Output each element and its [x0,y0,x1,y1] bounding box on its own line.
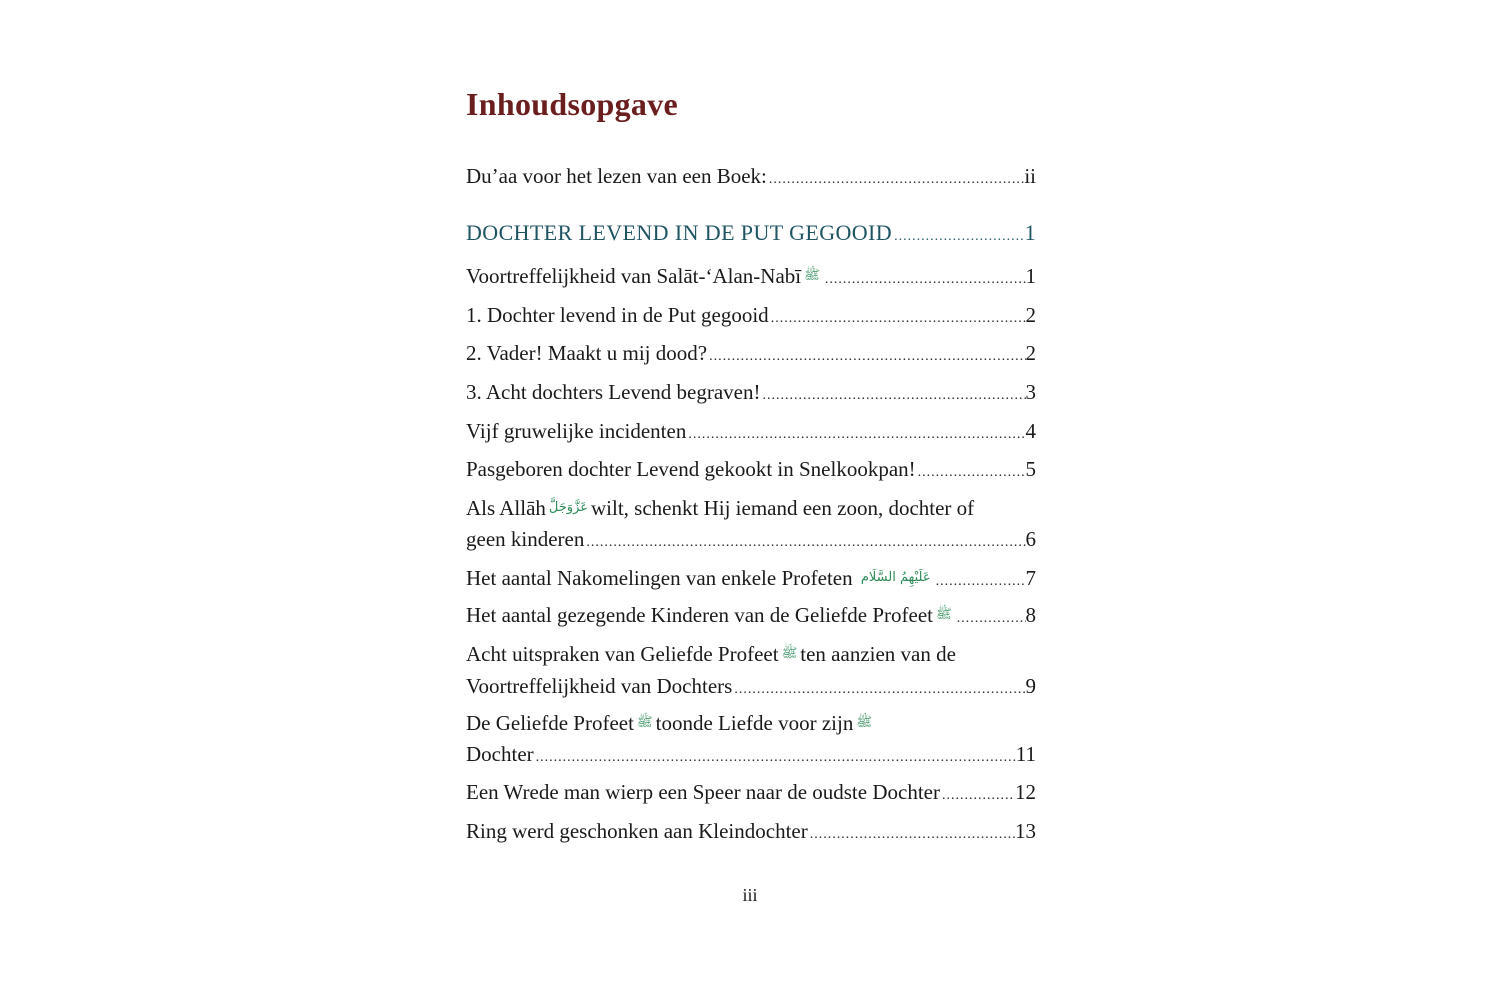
chapter-title: DOCHTER LEVEND IN DE PUT GEGOOID [466,220,893,245]
dot-leader [732,678,1025,702]
toc-entry-line: Acht uitspraken van Geliefde Profeet ﷺ ten aanzien van de [466,642,956,666]
honorific-alayhim-salam-icon: عَلَيْهِمُ السَّلَام [860,570,931,585]
toc-page-number: 6 [1025,527,1036,551]
dot-leader [767,168,1024,192]
dot-leader [892,225,1025,249]
toc-page-number: ii [1024,164,1036,188]
toc-entry-6[interactable] [466,457,1036,485]
toc-entry-label: Het aantal gezegende Kinderen van de Geliefde Profeet ﷺ [466,603,955,627]
toc-entry-label: Vijf gruwelijke incidenten [466,419,687,443]
toc-entry-12[interactable] [466,780,1036,808]
toc-entry-8[interactable] [466,566,1036,594]
dot-leader [955,607,1026,631]
toc-chapter-heading[interactable] [466,221,1036,249]
toc-entry-1[interactable] [466,264,1036,292]
toc-entry-line: Als Allāh عَزَّوَجَلَّ wilt, schenkt Hij iemand een zoon, dochter of [466,496,975,520]
toc-page-number: 8 [1025,603,1036,627]
toc-page-number: 2 [1025,341,1036,365]
toc-entry-13[interactable] [466,819,1036,847]
toc-page-number: 7 [1025,566,1036,590]
toc-entry-line: De Geliefde Profeet ﷺ toonde Liefde voor zijn ﷺ [466,711,1036,735]
toc-page-number: 12 [1015,780,1036,804]
toc-entry-line [466,742,1036,770]
dot-leader [707,345,1025,369]
toc-entry-label: Ring werd geschonken aan Kleindochter [466,819,808,843]
dot-leader [584,531,1025,555]
toc-entry-3[interactable] [466,341,1036,369]
toc-page-number: 4 [1025,419,1036,443]
dot-leader [823,268,1026,292]
toc-entry-line [466,674,1036,702]
honorific-salawat-icon: ﷺ [804,268,820,283]
toc-entry-5[interactable] [466,419,1036,447]
dot-leader [934,570,1026,594]
toc-entry-label: Het aantal Nakomelingen van enkele Profeten عَلَيْهِمُ السَّلَام [466,566,934,590]
toc-entry-line [466,527,1036,555]
page-number: iii [742,885,758,905]
dot-leader [760,384,1025,408]
dot-leader [940,784,1015,808]
honorific-salawat-icon: ﷺ [636,715,653,730]
toc-page-number: 9 [1025,674,1036,698]
toc-entry-duaa[interactable] [466,164,1036,192]
dot-leader [769,307,1026,331]
honorific-salawat-icon: ﷺ [781,646,798,661]
honorific-azza-wa-jal-icon: عَزَّوَجَلَّ [548,500,589,515]
toc-entry-4[interactable] [466,380,1036,408]
toc-entry-label: Du’aa voor het lezen van een Boek: [466,164,767,188]
toc-entry-label: Dochter [466,742,534,766]
toc-entry-label: Pasgeboren dochter Levend gekookt in Snelkookpan! [466,457,916,481]
toc-page-number: 11 [1015,742,1036,766]
toc-entry-label: 3. Acht dochters Levend begraven! [466,380,761,404]
page-title: Inhoudsopgave [466,86,678,122]
toc-entry-label: geen kinderen [466,527,585,551]
toc-entry-label: Voortreffelijkheid van Salāt-‘Alan-Nabī ﷺ [466,264,823,288]
toc-entry-label: 1. Dochter levend in de Put gegooid [466,303,769,327]
dot-leader [808,823,1015,847]
toc-entry-9[interactable] [466,603,1036,631]
toc-page-number: 2 [1025,303,1036,327]
toc-page-number: 3 [1025,380,1036,404]
honorific-salawat-icon: ﷺ [936,607,952,622]
dot-leader [916,461,1026,485]
toc-page-number: 13 [1015,819,1036,843]
honorific-salawat-icon: ﷺ [856,715,873,730]
dot-leader [534,746,1016,770]
toc-page-number: 1 [1024,220,1036,245]
toc-entry-label: Voortreffelijkheid van Dochters [466,674,733,698]
toc-entry-label: 2. Vader! Maakt u mij dood? [466,341,708,365]
dot-leader [686,423,1025,447]
toc-page-number: 1 [1025,264,1036,288]
toc-page-number: 5 [1025,457,1036,481]
toc-entry-label: Een Wrede man wierp een Speer naar de oudste Dochter [466,780,940,804]
toc-entry-2[interactable] [466,303,1036,331]
